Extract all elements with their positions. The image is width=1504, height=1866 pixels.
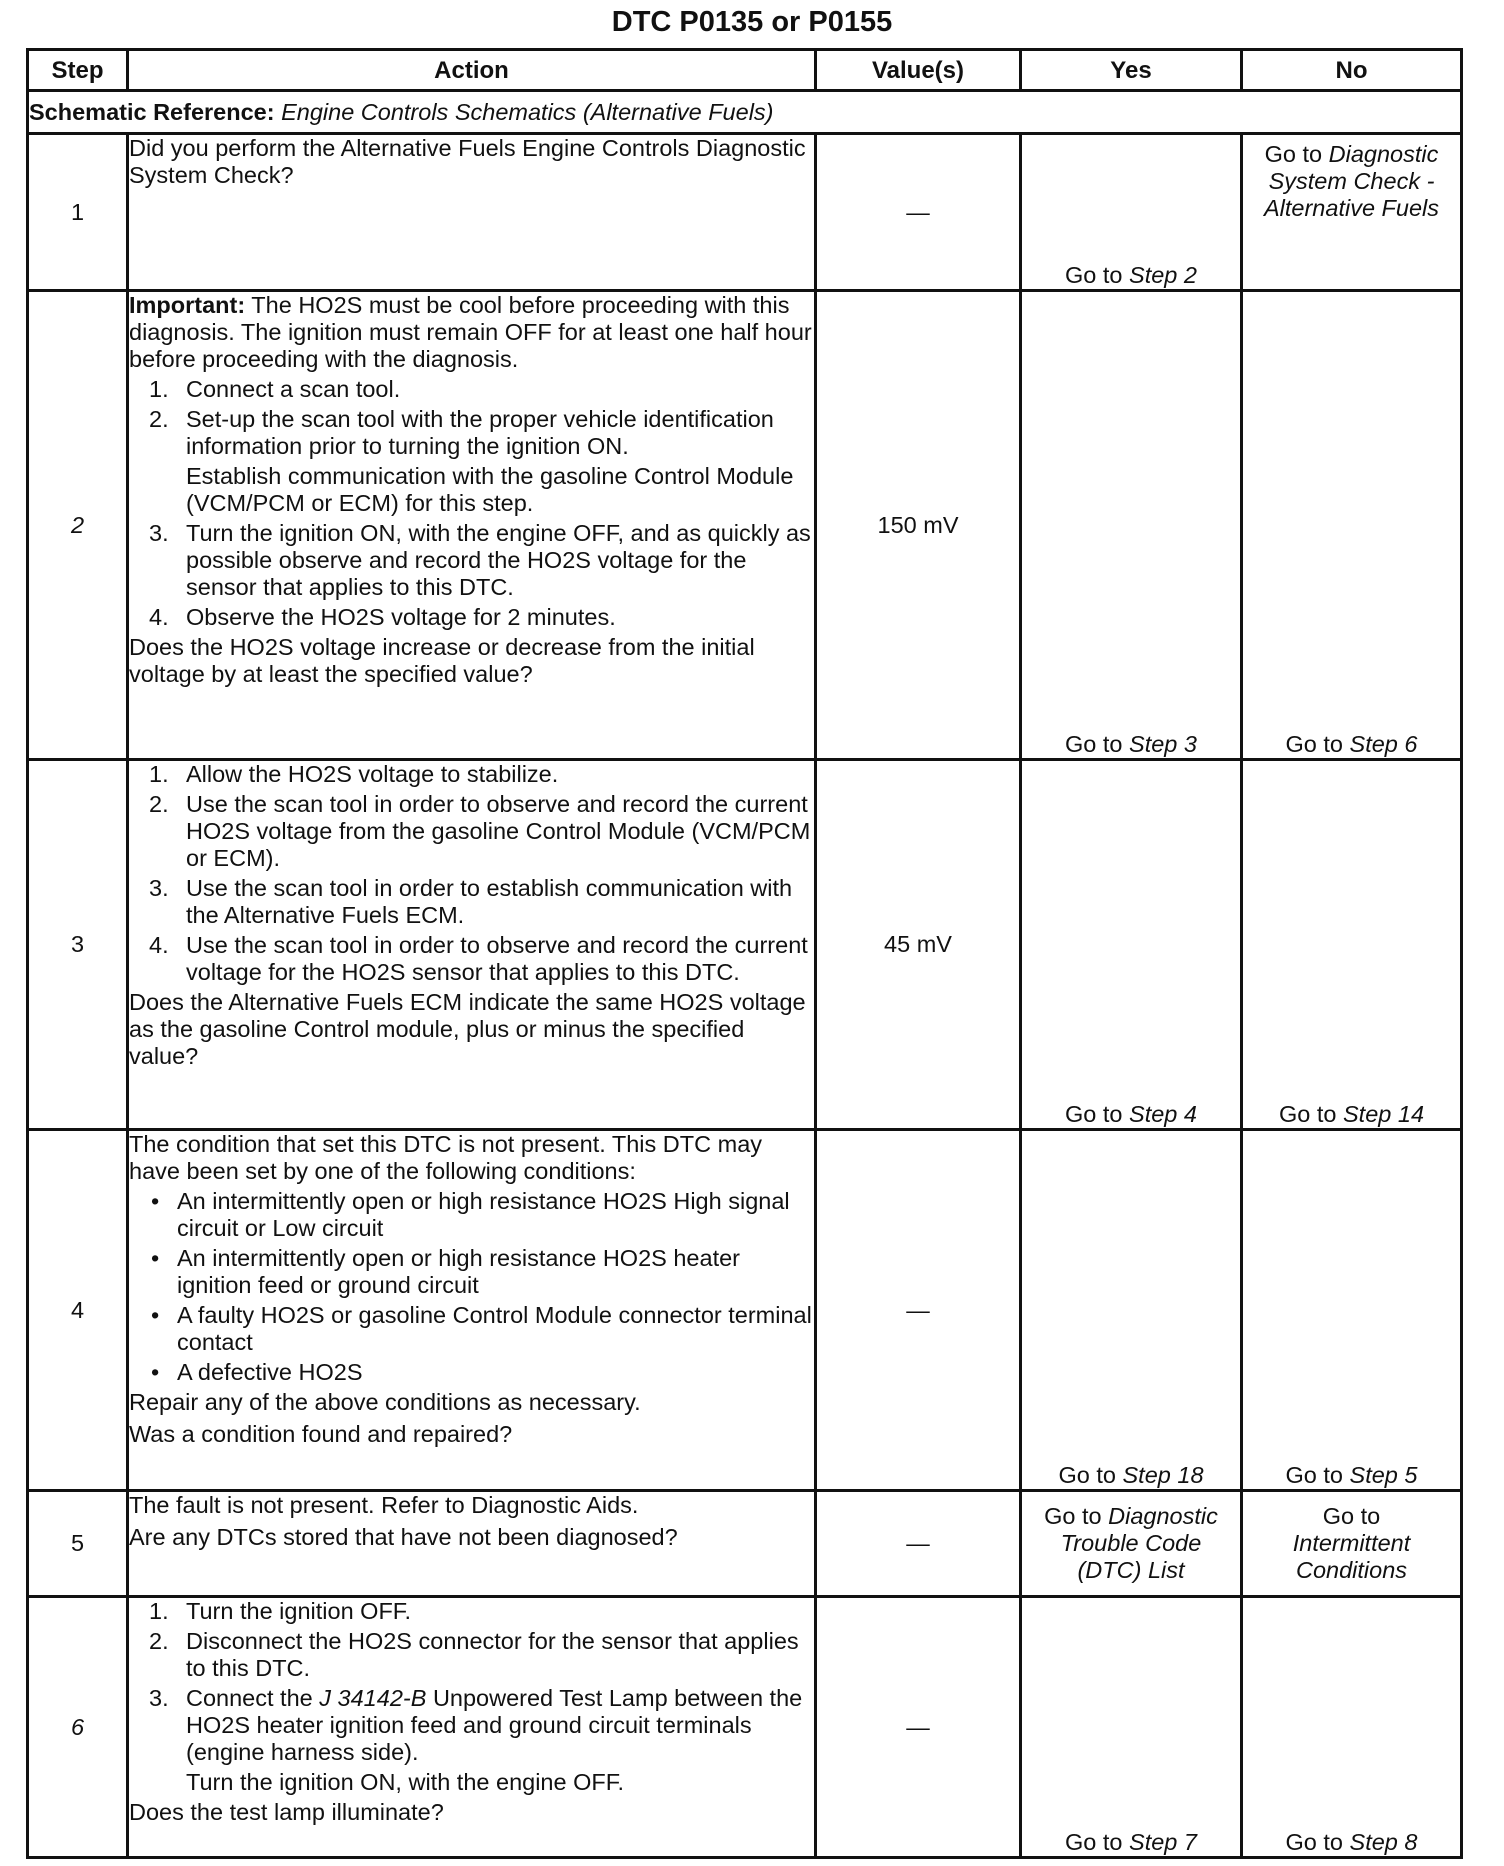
yes-cell	[1021, 760, 1242, 1130]
procedure-item	[129, 1598, 814, 1625]
item-text: A defective HO2S	[177, 1359, 363, 1385]
no-prefix: Go to	[1322, 1503, 1381, 1529]
item-text: Establish communication with the gasoline Control Module (VCM/PCM or ECM) for this step.	[186, 463, 794, 516]
value-cell: —	[816, 134, 1021, 291]
no-prefix: Go to	[1285, 731, 1343, 757]
item-text: A faulty HO2S or gasoline Control Module connector terminal contact	[177, 1302, 812, 1355]
table-row-step-3	[28, 760, 1462, 1130]
procedure-item	[129, 463, 814, 517]
item-number: 2.	[149, 1628, 169, 1654]
yes-cell	[1021, 1597, 1242, 1858]
action-intro: The condition that set this DTC is not present. This DTC may have been set by one of the following conditions:	[129, 1131, 763, 1184]
no-cell	[1242, 760, 1462, 1130]
condition-list	[129, 1188, 814, 1386]
item-text: Disconnect the HO2S connector for the sensor that applies to this DTC.	[186, 1628, 799, 1681]
no-cell	[1242, 1597, 1462, 1858]
yes-prefix: Go to	[1065, 1101, 1123, 1127]
yes-cell	[1021, 1491, 1242, 1597]
yes-link[interactable]: Step 7	[1129, 1829, 1197, 1855]
procedure-item	[129, 520, 814, 601]
item-number: 4.	[149, 604, 169, 630]
item-text: An intermittently open or high resistance HO2S heater ignition feed or ground circuit	[177, 1245, 740, 1298]
procedure-list	[129, 376, 814, 631]
table-row-step-6	[28, 1597, 1462, 1858]
item-text: Use the scan tool in order to observe and record the current HO2S voltage from the gasoline Control Module (VCM/PCM or ECM).	[186, 791, 811, 871]
value-cell: 150 mV	[816, 291, 1021, 760]
table-row-step-4	[28, 1130, 1462, 1491]
condition-item	[129, 1302, 814, 1356]
schematic-reference-link[interactable]: Engine Controls Schematics (Alternative Fuels)	[281, 98, 774, 125]
item-text: Observe the HO2S voltage for 2 minutes.	[186, 604, 616, 630]
action-cell	[128, 1491, 816, 1597]
header-values: Value(s)	[816, 50, 1021, 91]
header-yes: Yes	[1021, 50, 1242, 91]
table-row-step-2	[28, 291, 1462, 760]
no-link[interactable]: Step 8	[1349, 1829, 1418, 1855]
procedure-item	[129, 1628, 814, 1682]
no-prefix: Go to	[1278, 1101, 1337, 1127]
procedure-list	[129, 1598, 814, 1796]
tool-reference: J 34142-B	[319, 1685, 427, 1711]
action-question: Does the test lamp illuminate?	[129, 1799, 444, 1825]
no-cell	[1242, 1491, 1462, 1597]
yes-prefix: Go to	[1058, 1462, 1116, 1488]
schematic-reference-row	[28, 91, 1462, 134]
action-question: Are any DTCs stored that have not been diagnosed?	[129, 1524, 678, 1550]
condition-item	[129, 1245, 814, 1299]
procedure-item	[129, 376, 814, 403]
item-text: Use the scan tool in order to observe and record the current voltage for the HO2S sensor that applies to this DTC.	[186, 932, 808, 985]
no-cell	[1242, 134, 1462, 291]
action-cell	[128, 1597, 816, 1858]
header-no: No	[1242, 50, 1462, 91]
step-number: 6	[28, 1597, 128, 1858]
item-text: Use the scan tool in order to establish communication with the Alternative Fuels ECM.	[186, 875, 793, 928]
value-cell: —	[816, 1597, 1021, 1858]
item-text: Set-up the scan tool with the proper vehicle identification information prior to turning the ignition ON.	[186, 406, 774, 459]
action-intro: The fault is not present. Refer to Diagnostic Aids.	[129, 1492, 639, 1518]
item-text: Allow the HO2S voltage to stabilize.	[186, 761, 559, 787]
bullet-icon: •	[151, 1302, 160, 1328]
important-note	[129, 292, 814, 373]
action-question: Was a condition found and repaired?	[129, 1421, 513, 1447]
no-link[interactable]: Diagnostic System Check - Alternative Fuels	[1263, 141, 1440, 221]
schematic-reference	[28, 91, 1462, 134]
procedure-item	[129, 875, 814, 929]
table-header-row	[28, 50, 1462, 91]
item-text: Connect a scan tool.	[186, 376, 401, 402]
item-number: 1.	[149, 1598, 169, 1624]
value-cell: 45 mV	[816, 760, 1021, 1130]
procedure-item	[129, 932, 814, 986]
step-number: 1	[28, 134, 128, 291]
action-cell	[128, 760, 816, 1130]
item-number: 2.	[149, 791, 169, 817]
procedure-item	[129, 604, 814, 631]
yes-link[interactable]: Diagnostic Trouble Code (DTC) List	[1060, 1503, 1218, 1583]
item-number: 2.	[149, 406, 169, 432]
yes-cell	[1021, 1130, 1242, 1491]
action-cell	[128, 134, 816, 291]
no-link[interactable]: Step 6	[1349, 731, 1418, 757]
yes-prefix: Go to	[1065, 1829, 1123, 1855]
procedure-item	[129, 1769, 814, 1796]
header-step: Step	[28, 50, 128, 91]
yes-link[interactable]: Step 2	[1129, 262, 1197, 288]
condition-item	[129, 1188, 814, 1242]
item-text: Turn the ignition ON, with the engine OFF, and as quickly as possible observe and record the HO2S voltage for the sensor that applies to this DTC.	[186, 520, 811, 600]
step-number: 4	[28, 1130, 128, 1491]
no-link[interactable]: Step 5	[1349, 1462, 1418, 1488]
action-cell	[128, 1130, 816, 1491]
item-text: An intermittently open or high resistance HO2S High signal circuit or Low circuit	[177, 1188, 790, 1241]
no-link[interactable]: Intermittent Conditions	[1292, 1530, 1411, 1583]
bullet-icon: •	[151, 1245, 160, 1271]
yes-cell	[1021, 291, 1242, 760]
table-row-step-1	[28, 134, 1462, 291]
no-prefix: Go to	[1264, 141, 1323, 167]
yes-link[interactable]: Step 4	[1129, 1101, 1197, 1127]
step-number: 2	[28, 291, 128, 760]
action-question: Did you perform the Alternative Fuels Engine Controls Diagnostic System Check?	[129, 135, 806, 188]
yes-link[interactable]: Step 18	[1122, 1462, 1204, 1488]
no-link[interactable]: Step 14	[1343, 1101, 1425, 1127]
action-question: Does the HO2S voltage increase or decrease from the initial voltage by at least the specified value?	[129, 634, 755, 687]
item-text: Unpowered Test Lamp between the HO2S heater ignition feed and ground circuit terminals (engine harness side).	[186, 1685, 803, 1765]
item-number: 3.	[149, 1685, 169, 1711]
value-cell: —	[816, 1491, 1021, 1597]
procedure-item	[129, 791, 814, 872]
no-prefix: Go to	[1285, 1829, 1343, 1855]
item-number: 1.	[149, 761, 169, 787]
diagnostic-table	[26, 48, 1463, 1859]
value-cell: —	[816, 1130, 1021, 1491]
no-cell	[1242, 291, 1462, 760]
action-cell	[128, 291, 816, 760]
action-question: Does the Alternative Fuels ECM indicate the same HO2S voltage as the gasoline Control module, plus or minus the specified value?	[129, 989, 806, 1069]
yes-prefix: Go to	[1065, 731, 1123, 757]
item-number: 4.	[149, 932, 169, 958]
item-text: Turn the ignition OFF.	[186, 1598, 412, 1624]
yes-link[interactable]: Step 3	[1129, 731, 1197, 757]
item-number: 3.	[149, 520, 169, 546]
table-row-step-5	[28, 1491, 1462, 1597]
condition-item	[129, 1359, 814, 1386]
procedure-item	[129, 1685, 814, 1766]
schematic-reference-label: Schematic Reference:	[29, 98, 275, 125]
step-number: 5	[28, 1491, 128, 1597]
step-number: 3	[28, 760, 128, 1130]
procedure-item	[129, 406, 814, 460]
item-number: 3.	[149, 875, 169, 901]
procedure-item	[129, 761, 814, 788]
yes-prefix: Go to	[1044, 1503, 1102, 1529]
item-text: Turn the ignition ON, with the engine OFF.	[186, 1769, 625, 1795]
yes-cell	[1021, 134, 1242, 291]
bullet-icon: •	[151, 1188, 160, 1214]
yes-prefix: Go to	[1065, 262, 1123, 288]
important-text: The HO2S must be cool before proceeding with this diagnosis. The ignition must remain OFF for at least one half hour before proceeding with the diagnosis.	[129, 292, 812, 372]
bullet-icon: •	[151, 1359, 160, 1385]
page-title: DTC P0135 or P0155	[611, 6, 893, 38]
no-prefix: Go to	[1285, 1462, 1343, 1488]
no-cell	[1242, 1130, 1462, 1491]
item-text-pre: Connect the	[186, 1685, 313, 1711]
important-label: Important:	[129, 292, 246, 318]
item-number: 1.	[149, 376, 169, 402]
procedure-list	[129, 761, 814, 986]
action-note: Repair any of the above conditions as necessary.	[129, 1389, 641, 1415]
header-action: Action	[128, 50, 816, 91]
